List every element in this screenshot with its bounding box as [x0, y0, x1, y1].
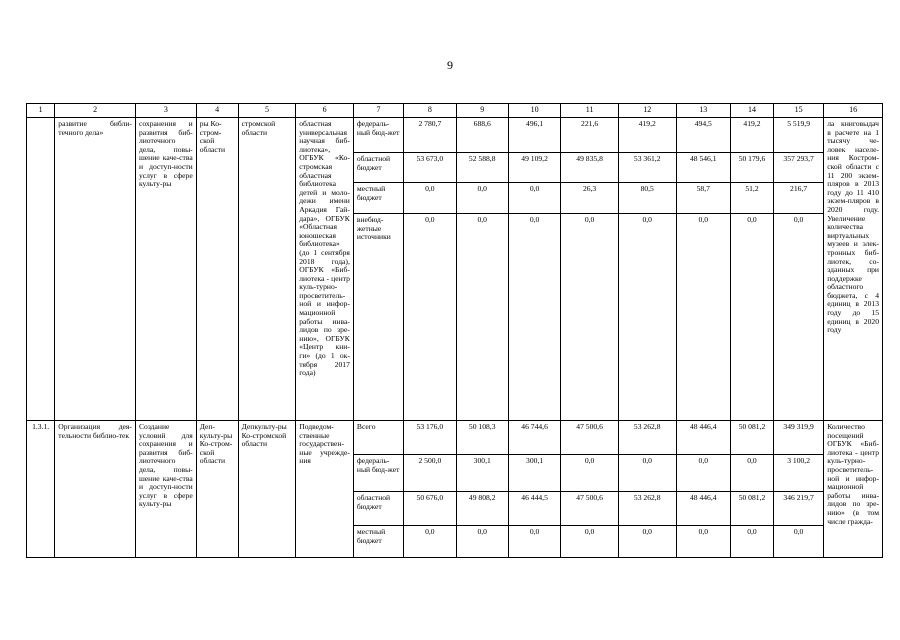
- value-cell: 0,0: [456, 214, 508, 421]
- value-cell: 80,5: [618, 183, 676, 214]
- value-cell: 50 179,6: [731, 153, 774, 183]
- funding-source-cell: областной бюджет: [353, 492, 403, 526]
- header-cell: 5: [238, 104, 296, 118]
- value-cell: 0,0: [561, 526, 619, 558]
- value-cell: 0,0: [618, 526, 676, 558]
- value-cell: 53 262,8: [618, 421, 676, 455]
- indicator-cell: Количество посещений ОГБУК «Биб-лиотека - центр куль-турно-просветитель-ной и инфор-мационной работы инва-лидов по зре-нию» (в том числе гражда-: [824, 421, 883, 558]
- header-cell: 4: [196, 104, 238, 118]
- table-row: [27, 421, 883, 455]
- header-cell: 7: [353, 104, 403, 118]
- header-cell: 3: [135, 104, 196, 118]
- header-cell: 2: [55, 104, 136, 118]
- row-number-cell: [27, 118, 55, 421]
- value-cell: 58,7: [676, 183, 730, 214]
- value-cell: 0,0: [676, 526, 730, 558]
- executor-cell: Подведом-ственные государствен-ные учрежде-ния: [296, 421, 354, 558]
- goal-cell: Создание условий для сохранения и развития биб-лиотечного дела, повы-шение каче-ства и доступ-ности услуг в сфере культу-ры: [135, 421, 196, 558]
- value-cell: 0,0: [618, 214, 676, 421]
- table-row: [27, 118, 883, 153]
- value-cell: 2 780,7: [404, 118, 456, 153]
- header-cell: 6: [296, 104, 354, 118]
- value-cell: 0,0: [404, 214, 456, 421]
- value-cell: 494,5: [676, 118, 730, 153]
- value-cell: 346 219,7: [773, 492, 823, 526]
- value-cell: 3 100,2: [773, 455, 823, 492]
- header-cell: 1: [27, 104, 55, 118]
- value-cell: 48 446,4: [676, 492, 730, 526]
- value-cell: 0,0: [456, 183, 508, 214]
- header-cell: 14: [731, 104, 774, 118]
- value-cell: 51,2: [731, 183, 774, 214]
- header-cell: 13: [676, 104, 730, 118]
- header-cell: 16: [824, 104, 883, 118]
- value-cell: 0,0: [404, 526, 456, 558]
- value-cell: 349 319,9: [773, 421, 823, 455]
- value-cell: 47 500,6: [561, 492, 619, 526]
- executor-cell: областная универсальная научная биб-лиотека», ОГБУК «Ко-стромская областная библиотека детей и моло-дежи имени Аркадия Гай-дара», ОГБУК «Областная юношеская библиотека» (до 1 сентября 2018 года), ОГБУК «Биб-лиотека - центр куль-турно-просветитель-ной и инфор-мационной работы инва-лидов по зре-нию», ОГБУК «Центр кни-ги» (до 1 ок-тября 2017 года): [296, 118, 354, 421]
- activity-name-cell: Организация дея-тельности библио-тек: [55, 421, 136, 558]
- funding-source-cell: федераль-ный бюд-жет: [353, 118, 403, 153]
- value-cell: 357 293,7: [773, 153, 823, 183]
- value-cell: 53 176,0: [404, 421, 456, 455]
- funding-source-cell: внебюд-жетные источники: [353, 214, 403, 421]
- value-cell: 49 835,8: [561, 153, 619, 183]
- value-cell: 0,0: [773, 214, 823, 421]
- value-cell: 50 081,2: [731, 421, 774, 455]
- value-cell: 53 673,0: [404, 153, 456, 183]
- header-cell: 10: [508, 104, 560, 118]
- value-cell: 50 676,0: [404, 492, 456, 526]
- row-number-cell: 1.3.1.: [27, 421, 55, 558]
- funding-source-cell: Всего: [353, 421, 403, 455]
- budget-table: [26, 103, 883, 558]
- header-cell: 9: [456, 104, 508, 118]
- value-cell: 0,0: [508, 183, 560, 214]
- coordinator-cell: Деп-культу-ры Ко-стром-ской области: [196, 421, 238, 558]
- header-cell: 11: [561, 104, 619, 118]
- funding-source-cell: областной бюджет: [353, 153, 403, 183]
- value-cell: 52 588,8: [456, 153, 508, 183]
- value-cell: 496,1: [508, 118, 560, 153]
- goal-cell: сохранения и развития биб-лиотечного дела, повы-шение каче-ства и доступ-ности услуг в сфере культу-ры: [135, 118, 196, 421]
- funding-source-cell: местный бюджет: [353, 183, 403, 214]
- responsible-cell: стромской области: [238, 118, 296, 421]
- value-cell: 0,0: [773, 526, 823, 558]
- value-cell: 5 519,9: [773, 118, 823, 153]
- value-cell: 48 446,4: [676, 421, 730, 455]
- value-cell: 26,3: [561, 183, 619, 214]
- value-cell: 419,2: [731, 118, 774, 153]
- header-cell: 15: [773, 104, 823, 118]
- value-cell: 419,2: [618, 118, 676, 153]
- value-cell: 216,7: [773, 183, 823, 214]
- value-cell: 46 744,6: [508, 421, 560, 455]
- value-cell: 0,0: [676, 214, 730, 421]
- value-cell: 0,0: [561, 214, 619, 421]
- funding-source-cell: местный бюджет: [353, 526, 403, 558]
- value-cell: 0,0: [456, 526, 508, 558]
- header-row: [27, 104, 883, 118]
- value-cell: 47 500,6: [561, 421, 619, 455]
- value-cell: 0,0: [508, 214, 560, 421]
- value-cell: 300,1: [508, 455, 560, 492]
- header-cell: 12: [618, 104, 676, 118]
- indicator-cell: ла книговыдач в расчете на 1 тысячу че-ловек населе-ния Костром-ской области с 11 200 экзем-пляров в 2013 году до 11 410 экзем-пляров в 2020 году. Увеличение количества виртуальных музеев и элек-тронных биб-лиотек, со-зданных при поддержке областного бюджета, с 4 единиц в 2013 году до 15 единиц в 2020 году: [824, 118, 883, 421]
- value-cell: 0,0: [561, 455, 619, 492]
- activity-name-cell: развитие библи-течного дела»: [55, 118, 136, 421]
- header-cell: 8: [404, 104, 456, 118]
- value-cell: 0,0: [618, 455, 676, 492]
- value-cell: 49 109,2: [508, 153, 560, 183]
- value-cell: 46 444,5: [508, 492, 560, 526]
- value-cell: 688,6: [456, 118, 508, 153]
- value-cell: 0,0: [508, 526, 560, 558]
- value-cell: 0,0: [676, 455, 730, 492]
- coordinator-cell: ры Ко-стром-ской области: [196, 118, 238, 421]
- page-number: 9: [447, 58, 453, 72]
- value-cell: 50 108,3: [456, 421, 508, 455]
- value-cell: 53 361,2: [618, 153, 676, 183]
- value-cell: 50 081,2: [731, 492, 774, 526]
- value-cell: 49 808,2: [456, 492, 508, 526]
- value-cell: 2 500,0: [404, 455, 456, 492]
- value-cell: 300,1: [456, 455, 508, 492]
- funding-source-cell: федераль-ный бюд-жет: [353, 455, 403, 492]
- value-cell: 221,6: [561, 118, 619, 153]
- value-cell: 0,0: [731, 214, 774, 421]
- value-cell: 0,0: [731, 526, 774, 558]
- responsible-cell: Депкульту-ры Ко-стромской области: [238, 421, 296, 558]
- value-cell: 0,0: [731, 455, 774, 492]
- value-cell: 0,0: [404, 183, 456, 214]
- value-cell: 48 546,1: [676, 153, 730, 183]
- value-cell: 53 262,8: [618, 492, 676, 526]
